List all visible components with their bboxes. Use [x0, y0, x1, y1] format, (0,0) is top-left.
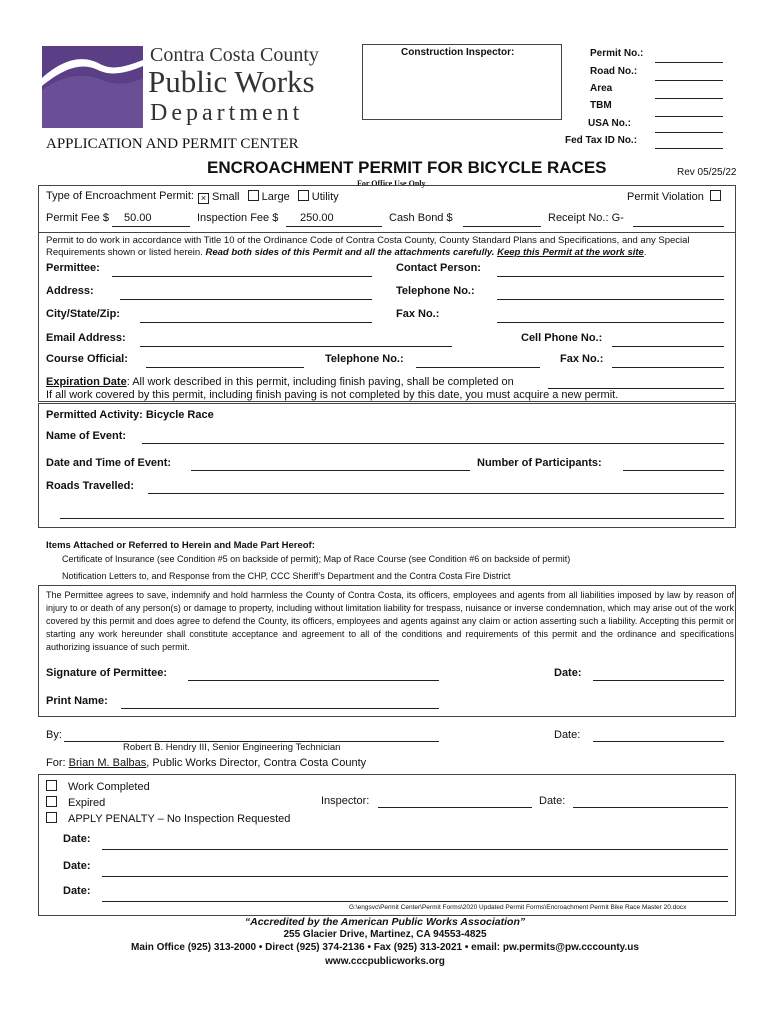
telephone-line[interactable] [497, 299, 724, 300]
address-line[interactable] [120, 299, 372, 300]
technician-name: Robert B. Hendry III, Senior Engineering Technician [123, 742, 341, 753]
city-label: City/State/Zip: [46, 308, 120, 320]
usa-no-line[interactable] [655, 132, 723, 133]
option-apply-penalty: APPLY PENALTY – No Inspection Requested [46, 811, 290, 827]
signature-label: Signature of Permittee: [46, 667, 168, 679]
option-large-label: Large [261, 191, 290, 203]
director-name: Brian M. Balbas [68, 757, 147, 769]
option-expired: Expired [46, 795, 290, 811]
permit-no-line[interactable] [655, 62, 723, 63]
area-label: Area [590, 83, 613, 94]
tbm-line[interactable] [655, 116, 723, 117]
completion-inspector-label: Inspector: [321, 795, 370, 807]
inspector-label: Construction Inspector: [401, 47, 515, 58]
file-path: G:\engsvc\Permit Center\Permit Forms\2020 Updated Permit Forms\Encroachment Permit Bike Race Master 20.docx [349, 904, 687, 911]
footer-accredited: “Accredited by the American Public Works Association” [244, 916, 526, 928]
email-line[interactable] [140, 346, 452, 347]
authority-text: Permit to do work in accordance with Title 10 of the Ordinance Code of Contra Costa County, County Standard Plans and Specifications, and any Special [46, 235, 690, 246]
checkbox-expired[interactable] [46, 796, 57, 807]
permit-fee-line [112, 226, 190, 227]
fed-tax-label: Fed Tax ID No.: [565, 135, 638, 146]
address-label: Address: [46, 285, 94, 297]
completion-date2-line[interactable] [102, 876, 728, 877]
items-heading: Items Attached or Referred to Herein and Made Part Hereof: [46, 540, 315, 551]
event-name-label: Name of Event: [46, 430, 127, 442]
contact-person-label: Contact Person: [396, 262, 481, 274]
inspector-box[interactable] [362, 44, 562, 120]
course-official-line[interactable] [146, 367, 304, 368]
authority-emphasis2: Keep this Permit at the work site [497, 247, 644, 258]
by-date-label: Date: [554, 729, 581, 741]
road-no-label: Road No.: [590, 66, 638, 77]
permit-violation [627, 190, 724, 203]
area-line[interactable] [655, 98, 723, 99]
inspection-fee-line [286, 226, 382, 227]
agreement-text: The Permittee agrees to save, indemnify and hold harmless the County of Contra Costa, its officers, employees and agents from all liabilities imposed by law by reason of injury to or death of any person(s) or damage to property, including without limitation liability for trespass, nuisance or inverse condemnation, which may arise out of the work covered by this permit and does agree to defend the County, its officers, employees and agents against any claim or action asserting such a liability. Accepting this permit or starting any work hereunder shall constitute acceptance and agreement to all of the conditions and requirements of this permit and the ordinance and specifications authorizing issuance of such permit. [46, 590, 734, 652]
telephone-label: Telephone No.: [396, 285, 475, 297]
office-use-note: For Office Use Only [357, 179, 426, 188]
usa-no-label: USA No.: [588, 118, 631, 129]
permit-no-label: Permit No.: [590, 48, 644, 59]
mountain-logo-icon [42, 46, 143, 128]
permit-type-label: Type of Encroachment Permit: [46, 190, 194, 202]
completion-date1-label: Date: [63, 833, 91, 845]
signature-date-label: Date: [554, 667, 582, 679]
page-title: ENCROACHMENT PERMIT FOR BICYCLE RACES [207, 158, 607, 177]
roads-line2[interactable] [60, 518, 724, 519]
inspection-fee-value[interactable]: 250.00 [300, 212, 334, 224]
participants-label: Number of Participants: [477, 457, 602, 469]
completion-date-label: Date: [539, 795, 566, 807]
expiration-label: Expiration Date [46, 376, 127, 388]
event-name-line[interactable] [142, 443, 724, 444]
by-label: By: [46, 729, 62, 741]
receipt-line[interactable] [633, 226, 724, 227]
print-name-line[interactable] [121, 708, 439, 709]
telephone2-label: Telephone No.: [325, 353, 404, 365]
cell-phone-line[interactable] [612, 346, 724, 347]
fed-tax-line[interactable] [655, 148, 723, 149]
road-no-line[interactable] [655, 80, 723, 81]
items-line1: Certificate of Insurance (see Condition #5 on backside of permit); Map of Race Course (see Condition #6 on backside of permit) [62, 554, 571, 564]
signature-date-line[interactable] [593, 680, 724, 681]
fax2-label: Fax No.: [560, 353, 604, 365]
cash-bond-label: Cash Bond $ [389, 212, 453, 224]
checkbox-utility[interactable] [298, 190, 309, 201]
email-label: Email Address: [46, 332, 126, 344]
footer-contact: Main Office (925) 313-2000 • Direct (925) 374-2136 • Fax (925) 313-2021 • email: pw.permits@pw.cccounty.us [131, 942, 639, 953]
expiration-text2: If all work covered by this permit, including finish paving is not completed by this date, you must acquire a new permit. [46, 389, 619, 401]
signature-line[interactable] [188, 680, 439, 681]
center-name: APPLICATION AND PERMIT CENTER [46, 136, 299, 152]
tbm-label: TBM [590, 100, 612, 111]
contact-person-line[interactable] [497, 276, 724, 277]
by-date-line[interactable] [593, 741, 724, 742]
option-utility-label: Utility [311, 191, 339, 203]
city-line[interactable] [140, 322, 372, 323]
authority-emphasis: Read both sides of this Permit and all the attachments carefully. [205, 247, 495, 258]
completion-inspector-line[interactable] [378, 807, 532, 808]
telephone2-line[interactable] [416, 367, 540, 368]
footer-address: 255 Glacier Drive, Martinez, CA 94553-4825 [283, 929, 487, 940]
permit-type-options [198, 190, 339, 204]
receipt-label: Receipt No.: G- [548, 212, 624, 224]
permit-fee-label: Permit Fee $ [46, 212, 109, 224]
checkbox-work-completed[interactable] [46, 780, 57, 791]
completion-date2-label: Date: [63, 860, 91, 872]
items-line2: Notification Letters to, and Response from the CHP, CCC Sheriff’s Department and the Contra Costa Fire District [62, 571, 511, 581]
permit-violation-label: Permit Violation [627, 191, 704, 203]
date-time-line[interactable] [191, 470, 470, 471]
logo-line1: Contra Costa County [150, 44, 319, 66]
fax-label: Fax No.: [396, 308, 440, 320]
for-prefix: For: [46, 757, 69, 769]
permit-fee-value[interactable]: 50.00 [124, 212, 152, 224]
completion-date-line[interactable] [573, 807, 728, 808]
department-logo [42, 46, 143, 128]
expiration-text: : All work described in this permit, including finish paving, shall be completed on [126, 376, 514, 388]
permitted-activity: Permitted Activity: Bicycle Race [46, 409, 214, 421]
option-work-completed: Work Completed [46, 779, 290, 795]
completion-date3-label: Date: [63, 885, 91, 897]
logo-line3: Department [150, 100, 304, 126]
course-official-label: Course Official: [46, 353, 128, 365]
roads-line1[interactable] [148, 493, 724, 494]
checkbox-apply-penalty[interactable] [46, 812, 57, 823]
participants-line[interactable] [623, 470, 724, 471]
for-line [46, 757, 366, 769]
cash-bond-line[interactable] [463, 226, 541, 227]
logo-line2: Public Works [148, 64, 315, 99]
print-name-label: Print Name: [46, 695, 108, 707]
director-rest: , Public Works Director, Contra Costa County [146, 757, 367, 769]
checkbox-permit-violation[interactable] [710, 190, 721, 201]
permittee-label: Permittee: [46, 262, 100, 274]
authority-text2: Requirements shown or listed herein. [46, 247, 203, 258]
permittee-line[interactable] [112, 276, 372, 277]
completion-date1-line[interactable] [102, 849, 728, 850]
checkbox-large[interactable] [248, 190, 259, 201]
fax-line[interactable] [497, 322, 724, 323]
completion-options [46, 779, 290, 827]
authority-line2: Requirements shown or listed herein. Read both sides of this Permit and all the attachments carefully. Keep this Permit at the work site. [46, 247, 647, 258]
footer-website[interactable]: www.cccpublicworks.org [325, 956, 445, 967]
expiration-line1 [46, 376, 514, 388]
date-time-label: Date and Time of Event: [46, 457, 172, 469]
inspection-fee-label: Inspection Fee $ [197, 212, 279, 224]
revision-date: Rev 05/25/22 [677, 167, 737, 178]
completion-date3-line[interactable] [102, 901, 728, 902]
option-small-label: Small [212, 191, 240, 203]
roads-label: Roads Travelled: [46, 480, 135, 492]
fax2-line[interactable] [612, 367, 724, 368]
cell-phone-label: Cell Phone No.: [521, 332, 603, 344]
checkbox-small[interactable]: × [198, 193, 209, 204]
